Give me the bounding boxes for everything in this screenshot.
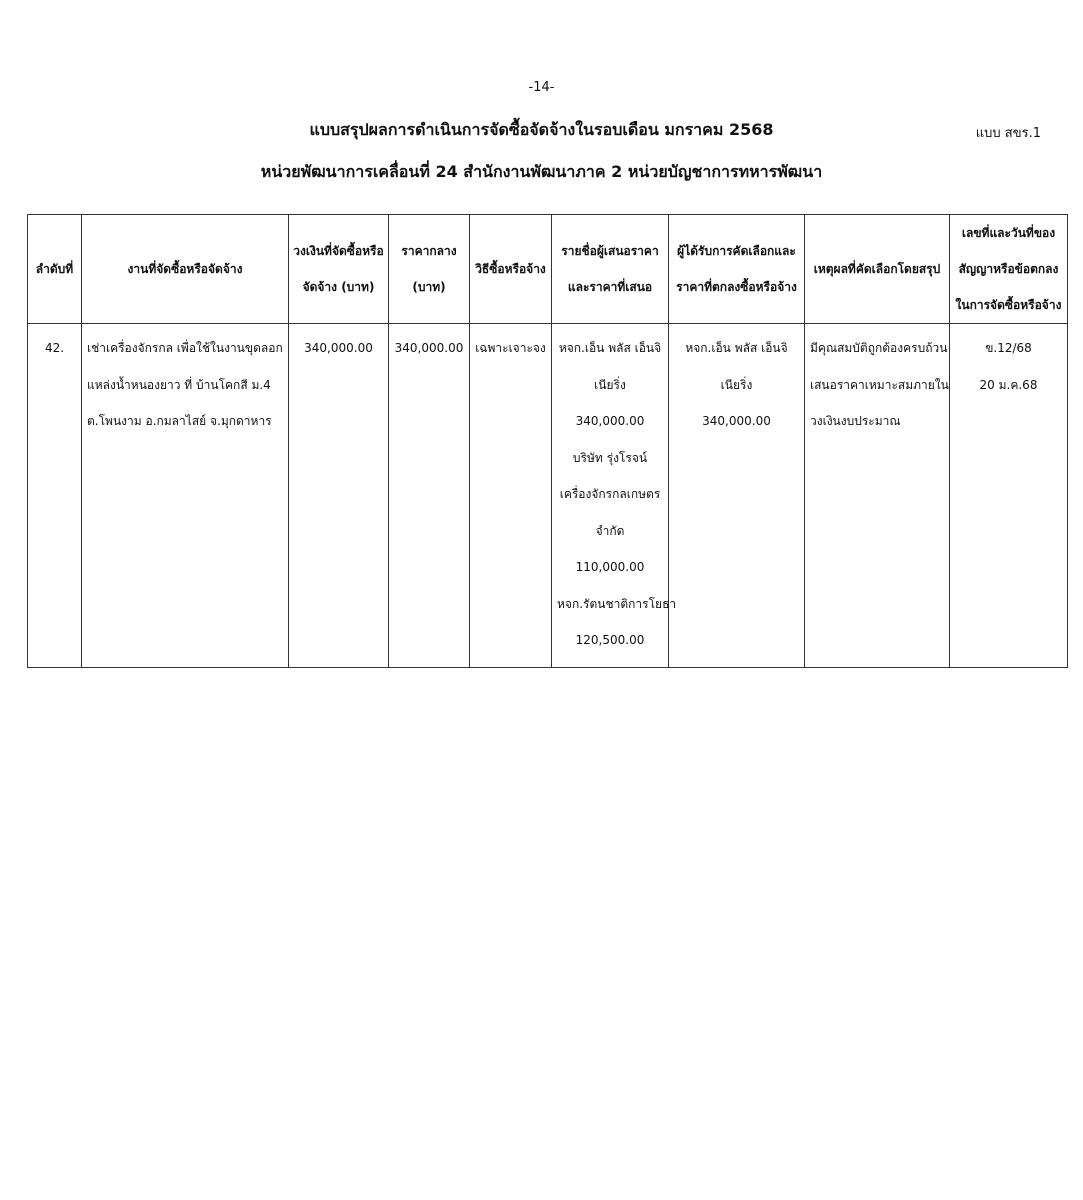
header-no xyxy=(28,215,82,324)
header-work xyxy=(82,215,289,324)
text-line: เสนอราคาเหมาะสมภายใน xyxy=(810,377,949,392)
cell-selected xyxy=(669,324,805,668)
cell-work xyxy=(82,324,289,668)
text-line: ราคากลาง xyxy=(401,244,457,258)
text-line: หจก.รัตนชาติการโยธา xyxy=(557,596,677,611)
text-line: ข.12/68 xyxy=(985,341,1032,355)
cell-median-price: 340,000.00 xyxy=(389,324,470,668)
form-code: แบบ สขร.1 xyxy=(975,126,1041,141)
text-line: สัญญาหรือข้อตกลง xyxy=(958,262,1059,276)
report-subtitle: หน่วยพัฒนาการเคลื่อนที่ 24 สำนักงานพัฒนาภาค 2 หน่วยบัญชาการทหารพัฒนา xyxy=(260,162,823,181)
header-method xyxy=(470,215,552,324)
text-line: มีคุณสมบัติถูกต้องครบถ้วน xyxy=(810,341,948,355)
table-header-row xyxy=(28,215,1068,324)
text-line: บริษัท รุ่งโรจน์ xyxy=(572,450,648,465)
header-median-price xyxy=(389,215,470,324)
text-line: หจก.เอ็น พลัส เอ็นจิ xyxy=(558,341,662,355)
text-line: เครื่องจักรกลเกษตร xyxy=(559,487,661,501)
text-line: ต.โพนงาม อ.กมลาไสย์ จ.มุกดาหาร xyxy=(87,414,272,428)
text-line: 20 ม.ค.68 xyxy=(979,377,1038,392)
text-line: เช่าเครื่องจักรกล เพื่อใช้ในงานขุดลอก xyxy=(87,341,283,355)
text-line: เนียริ่ง xyxy=(594,377,626,392)
text-line: จำกัด xyxy=(595,523,625,538)
text-line: หจก.เอ็น พลัส เอ็นจิ xyxy=(685,341,788,355)
text-line: ลำดับที่ xyxy=(35,262,74,276)
text-line: รายชื่อผู้เสนอราคา xyxy=(561,244,659,258)
cell-bidders xyxy=(552,324,677,668)
cell-contract xyxy=(950,324,1068,668)
procurement-table xyxy=(27,214,1068,668)
text-line: ราคาที่ตกลงซื้อหรือจ้าง xyxy=(676,280,797,294)
text-line: 340,000.00 xyxy=(702,414,771,428)
cell-method: เฉพาะเจาะจง xyxy=(470,324,552,668)
text-line: เหตุผลที่คัดเลือกโดยสรุป xyxy=(813,262,941,276)
header-reason xyxy=(805,215,950,324)
text-line: แหล่งน้ำหนองยาว ที่ บ้านโคกสี ม.4 xyxy=(87,377,271,392)
cell-reason xyxy=(805,324,950,668)
page-number: -14- xyxy=(528,80,555,95)
header-budget xyxy=(289,215,389,324)
text-line: งานที่จัดซื้อหรือจัดจ้าง xyxy=(127,262,243,276)
text-line: จัดจ้าง (บาท) xyxy=(302,280,375,294)
text-line: วงเงินที่จัดซื้อหรือ xyxy=(293,244,384,258)
text-line: วงเงินงบประมาณ xyxy=(810,414,901,428)
text-line: (บาท) xyxy=(412,280,446,294)
text-line: วิธีซื้อหรือจ้าง xyxy=(475,262,546,276)
table-row xyxy=(28,324,1068,668)
text-line: และราคาที่เสนอ xyxy=(567,280,653,294)
header-selected xyxy=(669,215,805,324)
cell-budget: 340,000.00 xyxy=(289,324,389,668)
text-line: ในการจัดซื้อหรือจ้าง xyxy=(955,298,1062,312)
header-bidders xyxy=(552,215,669,324)
text-line: 340,000.00 xyxy=(575,414,645,428)
header-contract xyxy=(950,215,1068,324)
text-line: เลขที่และวันที่ของ xyxy=(961,226,1056,240)
text-line: ผู้ได้รับการคัดเลือกและ xyxy=(677,244,796,258)
report-title: แบบสรุปผลการดำเนินการจัดซื้อจัดจ้างในรอบเดือน มกราคม 2568 xyxy=(309,120,774,139)
cell-no: 42. xyxy=(28,324,82,668)
text-line: 110,000.00 xyxy=(575,560,645,574)
text-line: 120,500.00 xyxy=(575,633,645,647)
text-line: เนียริ่ง xyxy=(720,377,753,392)
